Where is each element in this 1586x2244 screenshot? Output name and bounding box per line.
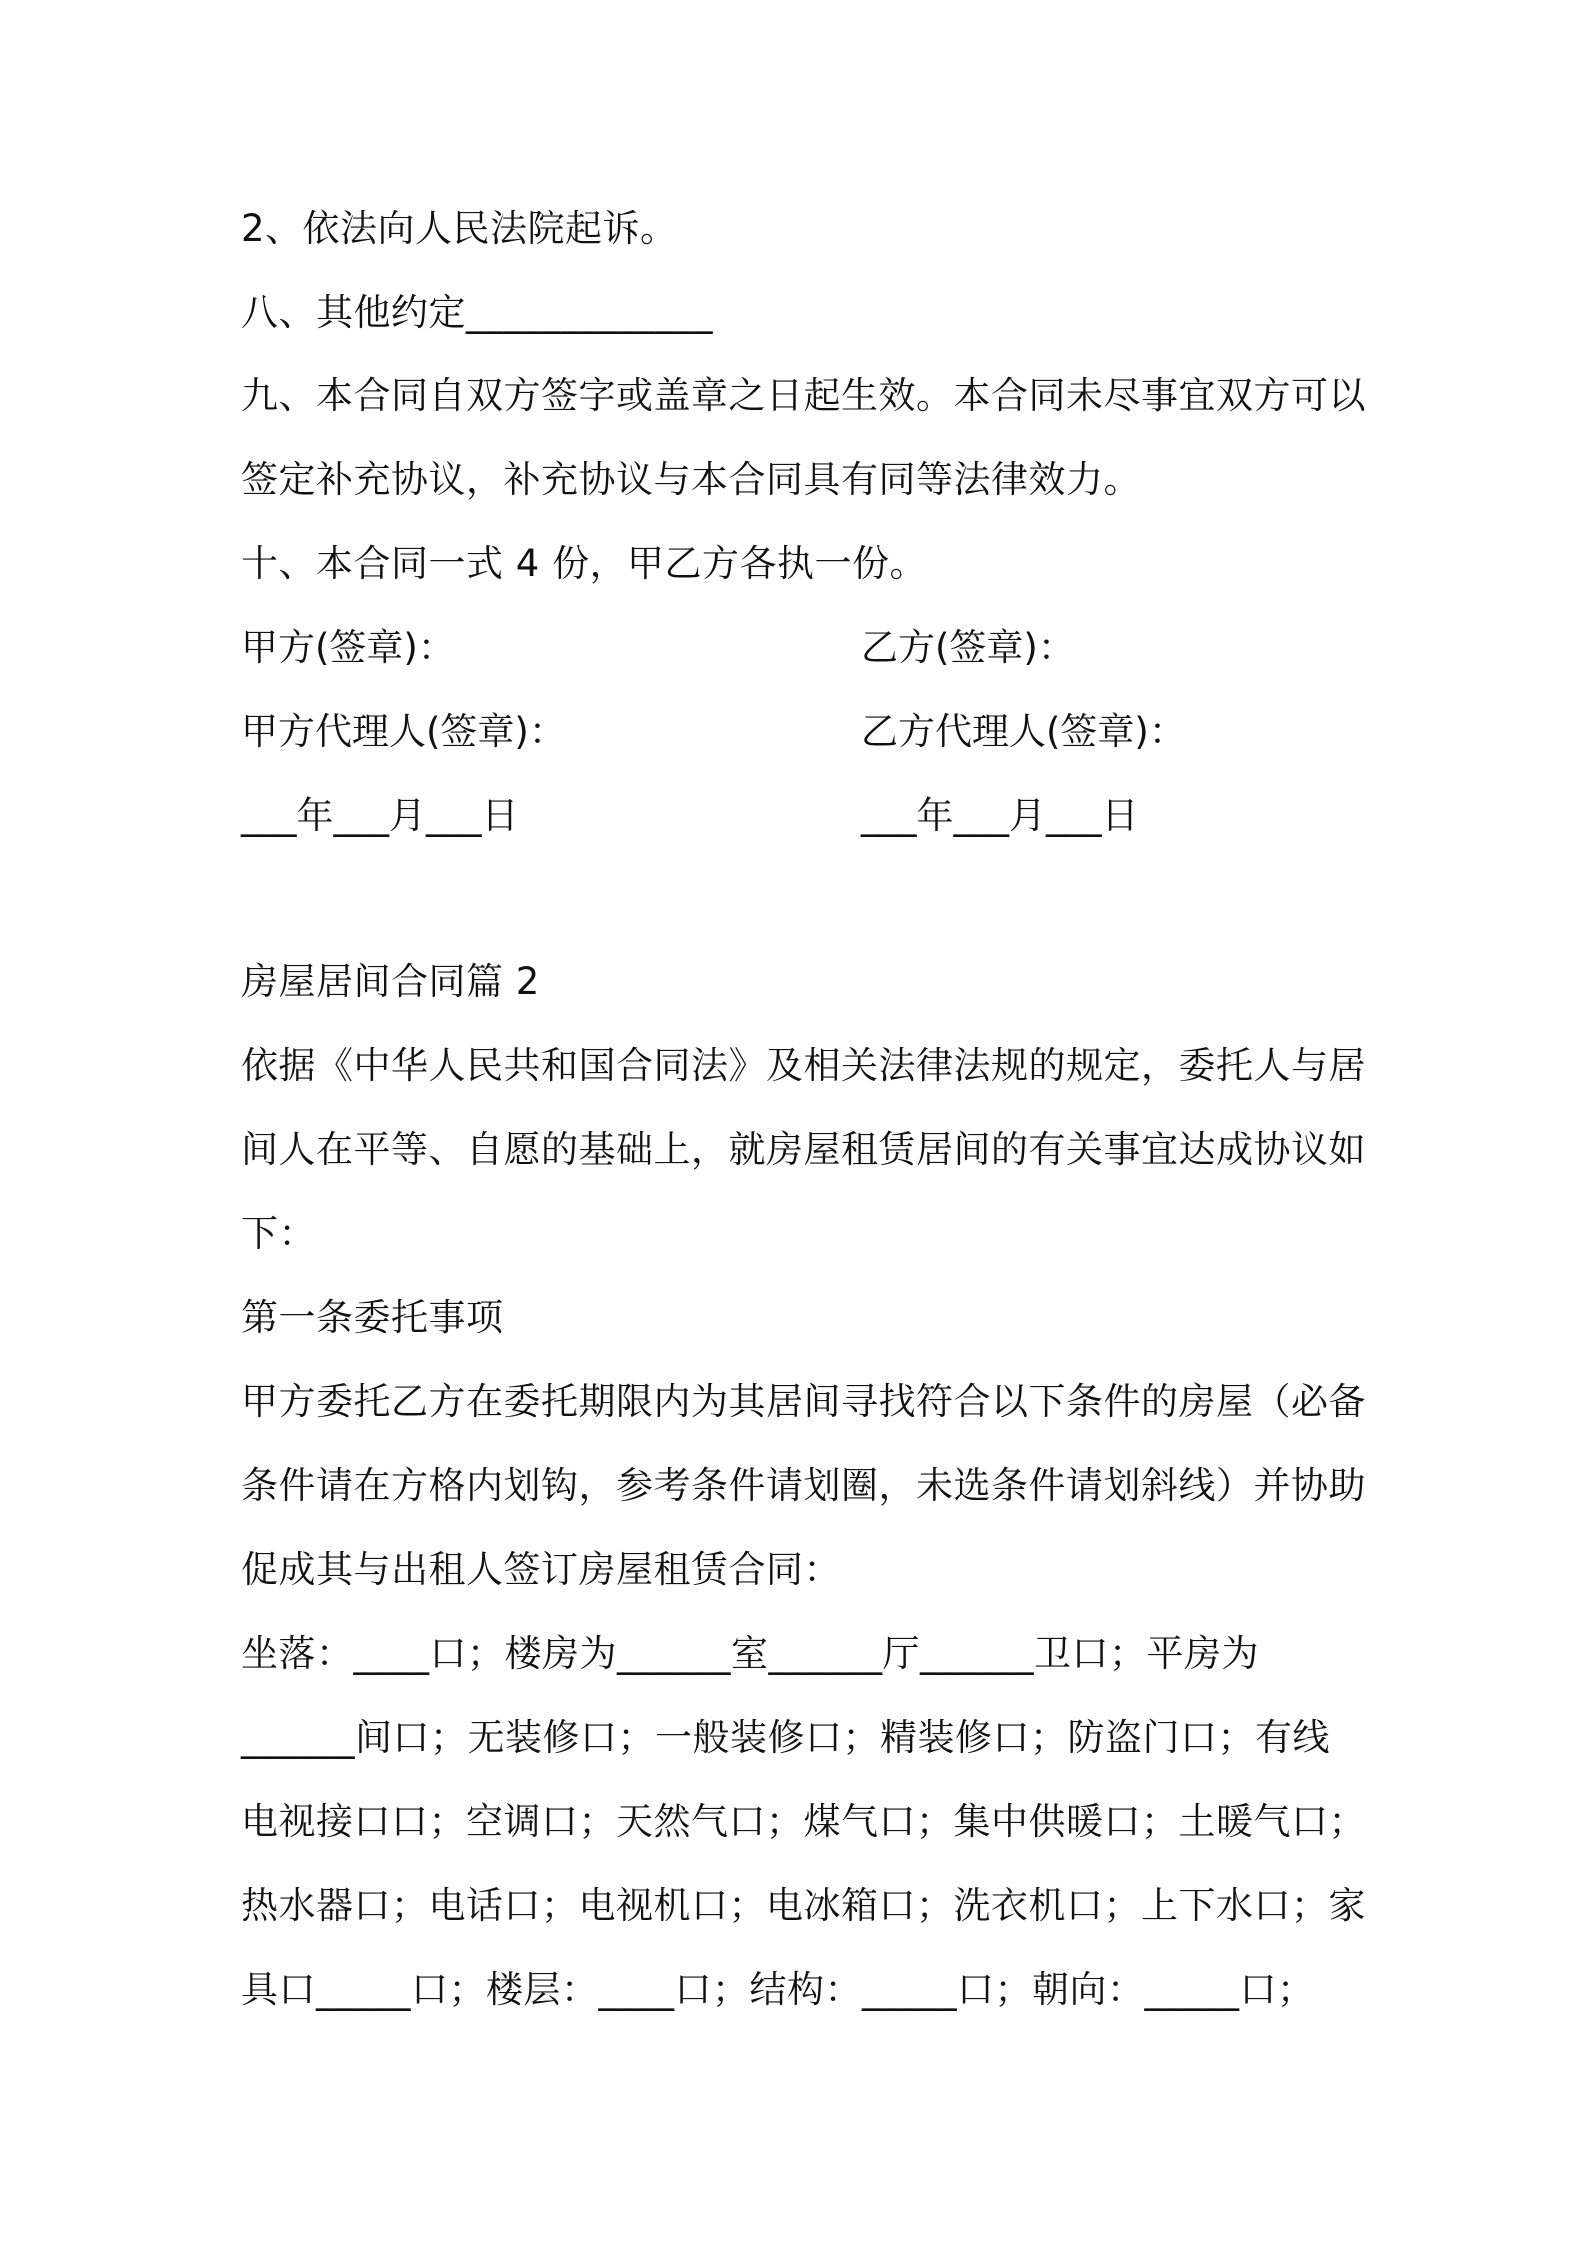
party-a-signature: 甲方(签章)： bbox=[241, 626, 455, 669]
clause-effective-cont: 签定补充协议，补充协议与本合同具有同等法律效力。 bbox=[241, 458, 1141, 501]
clause-line: 2、依法向人民法院起诉。 bbox=[241, 207, 678, 250]
paragraph-line: 下： bbox=[241, 1212, 316, 1255]
party-a-date: ___年___月___日 bbox=[241, 794, 519, 837]
paragraph-line: 甲方委托乙方在委托期限内为其居间寻找符合以下条件的房屋（必备 bbox=[241, 1380, 1366, 1423]
article-heading: 第一条委托事项 bbox=[241, 1296, 504, 1339]
section-title: 房屋居间合同篇 2 bbox=[241, 960, 540, 1003]
checklist-line: 热水器口；电话口；电视机口；电冰箱口；洗衣机口；上下水口；家 bbox=[241, 1884, 1366, 1927]
party-b-signature: 乙方(签章)： bbox=[861, 626, 1075, 669]
paragraph-line: 间人在平等、自愿的基础上，就房屋租赁居间的有关事宜达成协议如 bbox=[241, 1128, 1366, 1171]
checklist-line: ______间口；无装修口；一般装修口；精装修口；防盗门口；有线 bbox=[241, 1716, 1330, 1759]
party-b-agent-signature: 乙方代理人(签章)： bbox=[861, 710, 1186, 753]
checklist-line: 具口_____口；楼层：____口；结构：_____口；朝向：_____口； bbox=[241, 1968, 1315, 2011]
clause-effective: 九、本合同自双方签字或盖章之日起生效。本合同未尽事宜双方可以 bbox=[241, 374, 1366, 417]
clause-other-agreement: 八、其他约定_____________ bbox=[241, 291, 713, 334]
clause-copies: 十、本合同一式 4 份，甲乙方各执一份。 bbox=[241, 542, 928, 585]
checklist-line: 电视接口口；空调口；天然气口；煤气口；集中供暖口；土暖气口； bbox=[241, 1800, 1366, 1843]
party-b-date: ___年___月___日 bbox=[861, 794, 1139, 837]
agent-signature-row bbox=[241, 708, 1371, 756]
paragraph-line: 条件请在方格内划钩，参考条件请划圈，未选条件请划斜线）并协助 bbox=[241, 1464, 1366, 1507]
checklist-line: 坐落：____口；楼房为______室______厅______卫口；平房为 bbox=[241, 1632, 1259, 1675]
date-row bbox=[241, 792, 1371, 840]
paragraph-line: 促成其与出租人签订房屋租赁合同： bbox=[241, 1548, 841, 1591]
party-a-agent-signature: 甲方代理人(签章)： bbox=[241, 710, 566, 753]
paragraph-line: 依据《中华人民共和国合同法》及相关法律法规的规定，委托人与居 bbox=[241, 1044, 1366, 1087]
signature-row bbox=[241, 624, 1371, 672]
